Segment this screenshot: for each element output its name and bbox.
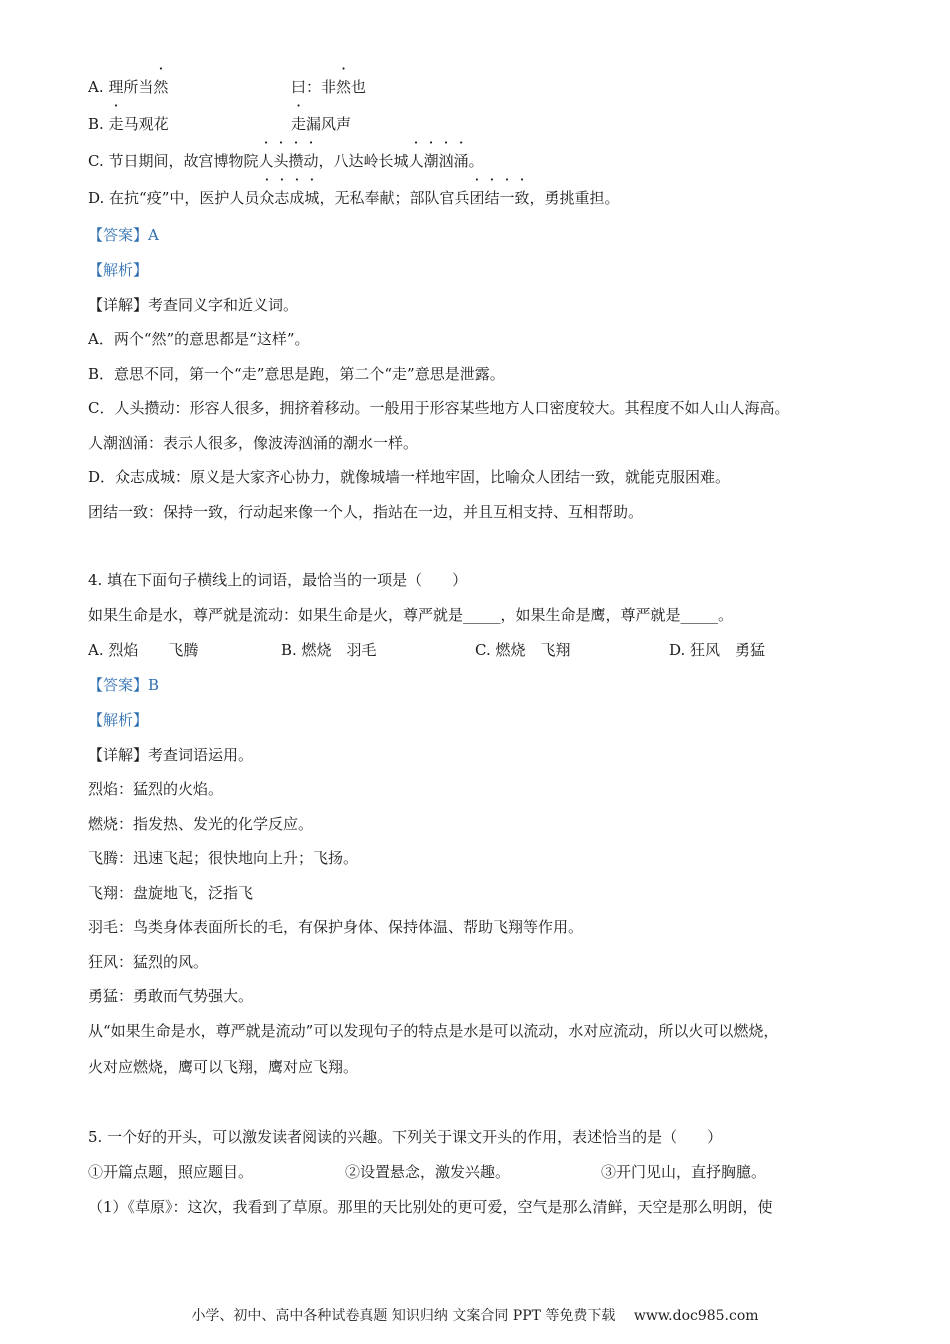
option-4-c: C. 燃烧 飞翔 [475,641,571,659]
detail-3-c: C．人头攒动：形容人很多，拥挤着移动。一般用于形容某些地方人口密度较大。其程度不如人山人海高。 [88,399,790,417]
detail-4-8: 从“如果生命是水，尊严就是流动”可以发现句子的特点是水是可以流动，水对应流动，所以火可以燃烧， [88,1022,779,1040]
option-d-line: D. 在抗“疫”中，医护人员众志成城，无私奉献；部队官兵团结一致，勇挑重担。 [88,189,620,207]
detail-4-5: 羽毛：鸟类身体表面所长的毛，有保护身体、保持体温、帮助飞翔等作用。 [88,918,584,936]
detail-3-a: A．两个“然”的意思都是“这样”。 [88,330,310,348]
detail-3-c2: 人潮汹涌：表示人很多，像波涛汹涌的潮水一样。 [88,434,419,452]
choice-5-2: ②设置悬念，激发兴趣。 [345,1163,511,1181]
option-4-a: A. 烈焰 飞腾 [88,641,199,659]
question-4: 4. 填在下面句子横线上的词语，最恰当的一项是（ ） [88,571,468,589]
answer-3: 【答案】A [88,226,159,244]
detail-4: 【详解】考查词语运用。 [88,746,254,764]
detail-4-1: 烈焰：猛烈的火焰。 [88,780,224,798]
analysis-3-heading: 【解析】 [88,261,149,279]
detail-4-9: 火对应燃烧，鹰可以飞翔，鹰对应飞翔。 [88,1058,359,1076]
detail-4-7: 勇猛：勇敢而气势强大。 [88,987,254,1005]
option-b-right: 走漏风声 [291,115,352,133]
choice-5-3: ③开门见山，直抒胸臆。 [601,1163,767,1181]
detail-3-b: B．意思不同，第一个“走”意思是跑，第二个“走”意思是泄露。 [88,365,505,383]
detail-4-2: 燃烧：指发热、发光的化学反应。 [88,815,314,833]
option-a-right: 曰：非然也 [291,78,367,96]
option-4-d: D. 狂风 勇猛 [669,641,766,659]
page-footer: 小学、初中、高中各种试卷真题 知识归纳 文案合同 PPT 等免费下载 www.doc985.com [191,1308,759,1324]
detail-3-d: D．众志成城：原义是大家齐心协力，就像城墙一样地牢固，比喻众人团结一致，就能克服困难。 [88,468,731,486]
answer-4: 【答案】B [88,676,160,694]
option-4-b: B. 燃烧 羽毛 [281,641,377,659]
question-5-sub-1: （1）《草原》：这次，我看到了草原。那里的天比别处的更可爱，空气是那么清鲜，天空是那么明朗，使 [88,1198,773,1216]
detail-4-4: 飞翔：盘旋地飞，泛指飞 [88,884,254,902]
question-5: 5. 一个好的开头，可以激发读者阅读的兴趣。下列关于课文开头的作用，表述恰当的是（ ） [88,1128,723,1146]
analysis-4-heading: 【解析】 [88,711,149,729]
detail-3-d2: 团结一致：保持一致，行动起来像一个人，指站在一边，并且互相支持、互相帮助。 [88,503,644,521]
detail-4-6: 狂风：猛烈的风。 [88,953,209,971]
option-c-line: C. 节日期间，故宫博物院人头攒动，八达岭长城人潮汹涌。 [88,152,484,170]
question-4-sentence: 如果生命是水，尊严就是流动：如果生命是火，尊严就是_____，如果生命是鹰，尊严就是_____。 [88,606,734,624]
detail-4-3: 飞腾：迅速飞起；很快地向上升；飞扬。 [88,849,359,867]
choice-5-1: ①开篇点题，照应题目。 [88,1163,254,1181]
detail-3: 【详解】考查同义字和近义词。 [88,296,299,314]
option-a-left: A. 理所当然 [88,78,169,96]
option-b-left: B. 走马观花 [88,115,169,133]
